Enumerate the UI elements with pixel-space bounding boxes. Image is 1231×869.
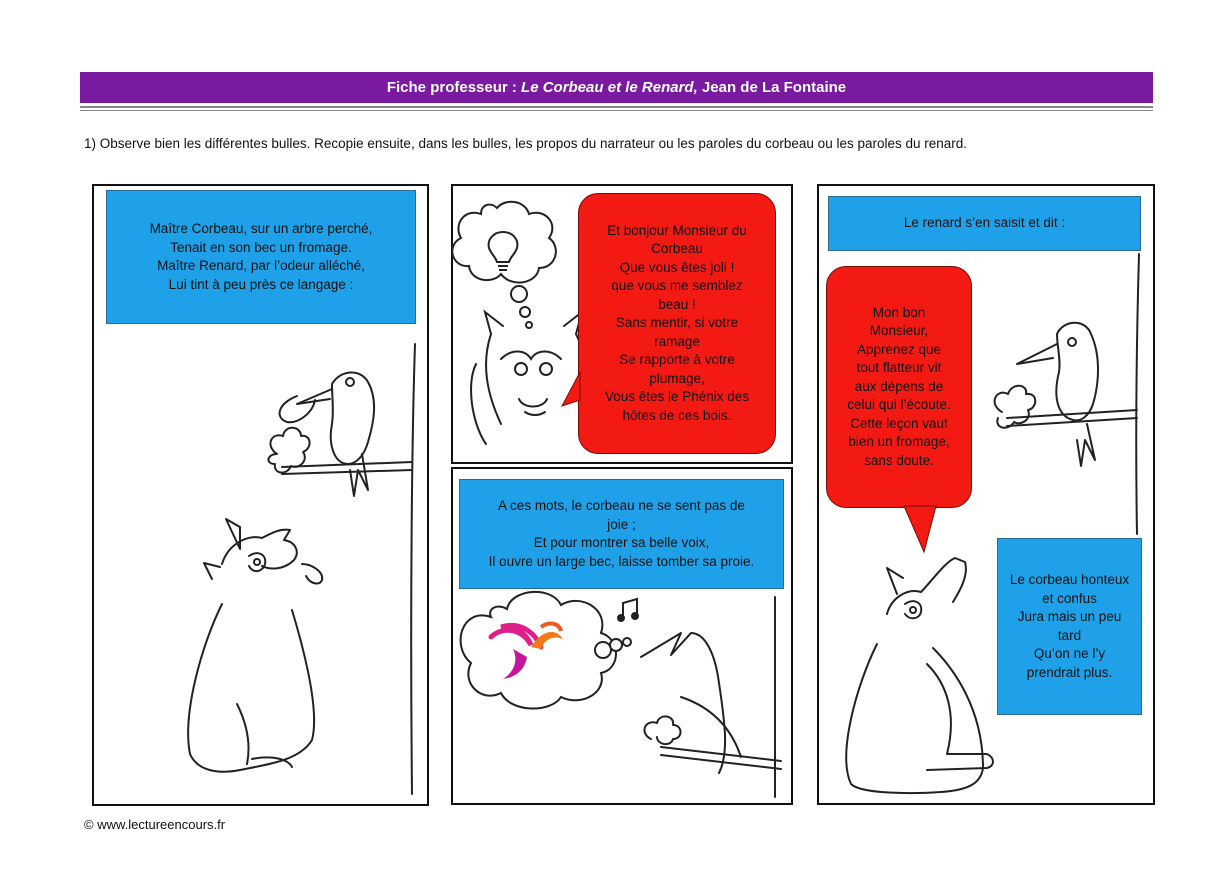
title-author: Jean de La Fontaine <box>697 79 847 96</box>
narration-line: Maître Corbeau, sur un arbre perché, <box>149 221 373 236</box>
speech-line: beau ! <box>658 296 696 312</box>
copyright-footer: © www.lectureencours.fr <box>84 817 226 832</box>
speech-line: Que vous êtes joli ! <box>619 259 735 275</box>
speech-line: Monsieur, <box>869 323 929 339</box>
speech-line: que vous me semblez <box>611 278 743 294</box>
narration-line: joie ; <box>607 516 636 532</box>
narration-line: Le corbeau honteux <box>1009 572 1130 587</box>
singing-crow-drawing <box>451 467 793 805</box>
speech-tail <box>900 506 940 556</box>
narration-line: Jura mais un peu <box>1017 609 1122 624</box>
title-prefix: Fiche professeur : <box>386 79 522 96</box>
speech-line: ramage <box>654 333 700 349</box>
narration-line: A ces mots, le corbeau ne se sent pas de <box>498 498 745 513</box>
music-note-icon <box>618 599 638 621</box>
speech-line: sans doute. <box>864 452 934 468</box>
speech-bubble-fox-2 <box>826 266 972 508</box>
speech-line: Vous êtes le Phénix des <box>604 389 750 405</box>
narration-line: Lui tint à peu près ce langage : <box>168 276 354 292</box>
speech-line: Mon bon <box>872 304 926 320</box>
narration-line: Et pour montrer sa belle voix, <box>533 535 710 550</box>
speech-line: celui qui l’écoute. <box>847 397 951 413</box>
narration-line: et confus <box>1042 590 1097 606</box>
title-rule-thin <box>80 110 1153 111</box>
speech-bubble-fox-1 <box>578 193 776 454</box>
title-work: Le Corbeau et le Renard, <box>521 79 698 96</box>
narration-line: Il ouvre un large bec, laisse tomber sa proie. <box>488 553 755 569</box>
speech-line: hôtes de ces bois. <box>622 407 732 423</box>
speech-line: tout flatteur vit <box>856 360 942 376</box>
speech-line: Corbeau <box>651 241 703 257</box>
narration-line: prendrait plus. <box>1026 664 1113 680</box>
speech-line: bien un fromage, <box>848 434 950 450</box>
speech-line: Sans mentir, si votre <box>615 315 739 331</box>
speech-line: Se rapporte à votre <box>619 352 735 368</box>
speech-tail <box>560 370 584 410</box>
speech-line: aux dépens de <box>854 378 944 394</box>
instruction: 1) Observe bien les différentes bulles. Recopie ensuite, dans les bulles, les propos du narrateur ou les paroles du corbeau ou les paroles du renard. <box>84 136 968 151</box>
narration-line: Le renard s’en saisit et dit : <box>903 215 1066 231</box>
speech-line: Apprenez que <box>856 341 942 357</box>
crow-and-fox-drawing-1 <box>92 184 429 806</box>
speech-line: Cette leçon vaut <box>850 415 948 431</box>
title-rule <box>80 106 1153 108</box>
speech-line: plumage, <box>649 370 705 386</box>
narration-line: tard <box>1057 627 1082 643</box>
narration-line: Maître Renard, par l’odeur alléché, <box>157 258 365 273</box>
speech-line: Et bonjour Monsieur du <box>607 222 747 238</box>
narration-line: Qu’on ne l’y <box>1033 646 1106 661</box>
narration-box-4-bottom <box>997 538 1142 715</box>
page-title <box>80 72 1153 103</box>
narration-line: Tenait en son bec un fromage. <box>170 239 352 255</box>
